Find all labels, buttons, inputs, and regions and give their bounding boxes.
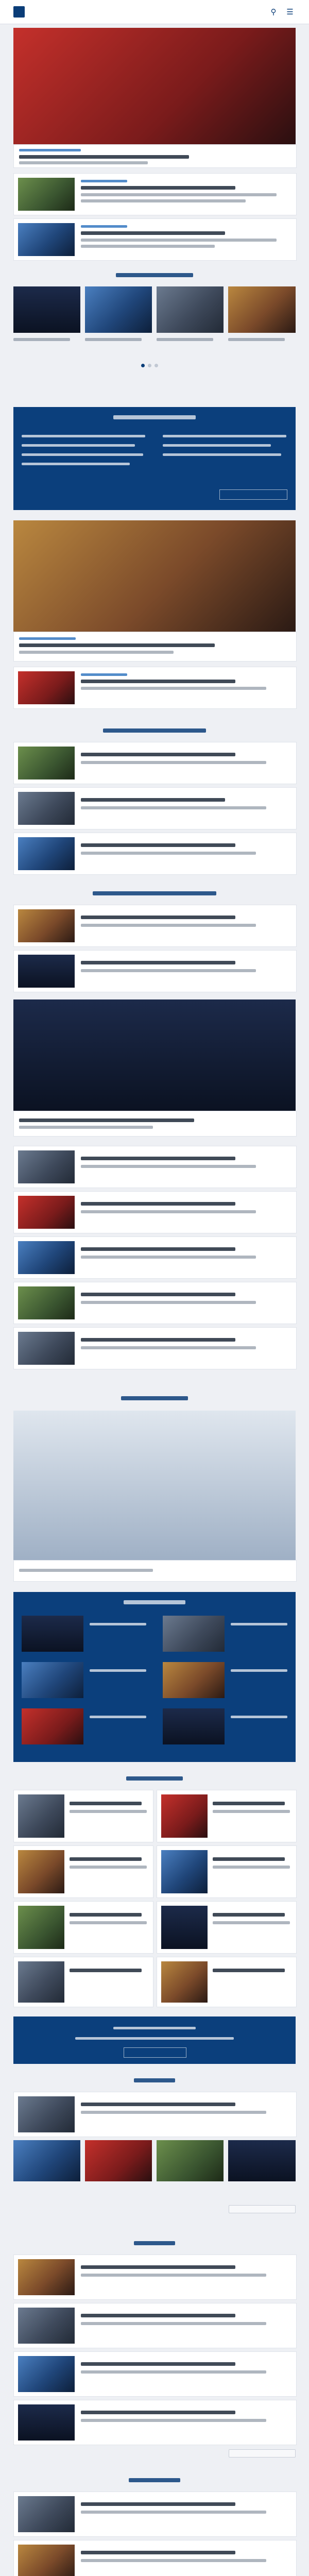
article-teaser[interactable] [13, 2351, 297, 2397]
tophit-item[interactable] [13, 1901, 153, 1954]
article-teaser[interactable] [13, 950, 297, 992]
article-teaser[interactable] [13, 218, 297, 261]
article-teaser[interactable] [13, 1327, 297, 1369]
gallery-caption [13, 1560, 297, 1582]
broadcast-item[interactable] [22, 1616, 83, 1652]
more-button[interactable] [229, 2449, 296, 2458]
live-item[interactable] [157, 286, 224, 333]
hero-teaser[interactable] [13, 144, 297, 168]
logo-mark-icon [13, 6, 25, 18]
feature-image[interactable] [13, 520, 296, 632]
domestic-row [13, 2140, 296, 2197]
live-item[interactable] [13, 286, 80, 333]
article-teaser[interactable] [13, 2540, 297, 2576]
promo-block[interactable] [13, 2016, 296, 2064]
tophit-item[interactable] [13, 1790, 153, 1842]
feature-teaser[interactable] [13, 1111, 297, 1137]
article-teaser[interactable] [13, 787, 297, 829]
thumb[interactable] [13, 2140, 80, 2181]
article-teaser[interactable] [13, 1146, 297, 1188]
promo-button[interactable] [124, 2047, 186, 2058]
live-item[interactable] [85, 286, 152, 333]
tophit-item[interactable] [157, 1901, 297, 1954]
tophits-grid [13, 1790, 296, 2006]
brief-block [13, 407, 296, 510]
broadcast-item[interactable] [22, 1662, 83, 1698]
hero-image[interactable] [13, 28, 296, 144]
gallery-image[interactable] [13, 1411, 296, 1560]
article-teaser[interactable] [13, 2492, 297, 2537]
tophit-item[interactable] [13, 1957, 153, 2007]
broadcast-item[interactable] [22, 1708, 83, 1744]
broadcast-item[interactable] [163, 1616, 225, 1652]
broadcast-item[interactable] [163, 1708, 225, 1744]
article-teaser[interactable] [13, 1236, 297, 1279]
thumb[interactable] [85, 2140, 152, 2181]
live-item[interactable] [228, 286, 296, 333]
broadcast-item[interactable] [163, 1662, 225, 1698]
top-bar [0, 0, 309, 24]
section-heading-tophits [0, 1771, 309, 1786]
article-teaser[interactable] [13, 1191, 297, 1233]
thumb[interactable] [228, 2140, 296, 2181]
section-heading-christmas [0, 886, 309, 901]
article-teaser[interactable] [13, 2255, 297, 2300]
article-teaser[interactable] [13, 2303, 297, 2348]
tophit-item[interactable] [157, 1957, 297, 2007]
broadcasts-block [13, 1592, 296, 1762]
section-heading-live [0, 268, 309, 282]
section-heading-views [0, 1391, 309, 1405]
article-teaser[interactable] [13, 1282, 297, 1324]
article-teaser[interactable] [13, 667, 297, 709]
live-carousel [13, 286, 296, 359]
menu-icon[interactable]: ☰ [286, 8, 294, 16]
tophit-item[interactable] [13, 1845, 153, 1898]
logo[interactable] [13, 6, 80, 18]
section-heading-investigative [0, 2473, 309, 2487]
article-teaser[interactable] [13, 905, 297, 947]
article-teaser[interactable] [13, 2092, 297, 2137]
search-icon[interactable]: ⚲ [270, 8, 277, 16]
section-heading-war [0, 723, 309, 738]
article-teaser[interactable] [13, 833, 297, 875]
tophit-item[interactable] [157, 1845, 297, 1898]
carousel-dots[interactable] [141, 364, 158, 367]
article-teaser[interactable] [13, 2400, 297, 2445]
feature-image[interactable] [13, 999, 296, 1111]
feature-teaser[interactable] [13, 632, 297, 662]
article-teaser[interactable] [13, 173, 297, 215]
tophit-item[interactable] [157, 1790, 297, 1842]
section-heading-domestic [0, 2073, 309, 2088]
article-teaser[interactable] [13, 742, 297, 784]
thumb[interactable] [157, 2140, 224, 2181]
more-button[interactable] [229, 2205, 296, 2213]
brief-more-button[interactable] [219, 489, 287, 500]
section-heading-foreign [0, 2236, 309, 2250]
